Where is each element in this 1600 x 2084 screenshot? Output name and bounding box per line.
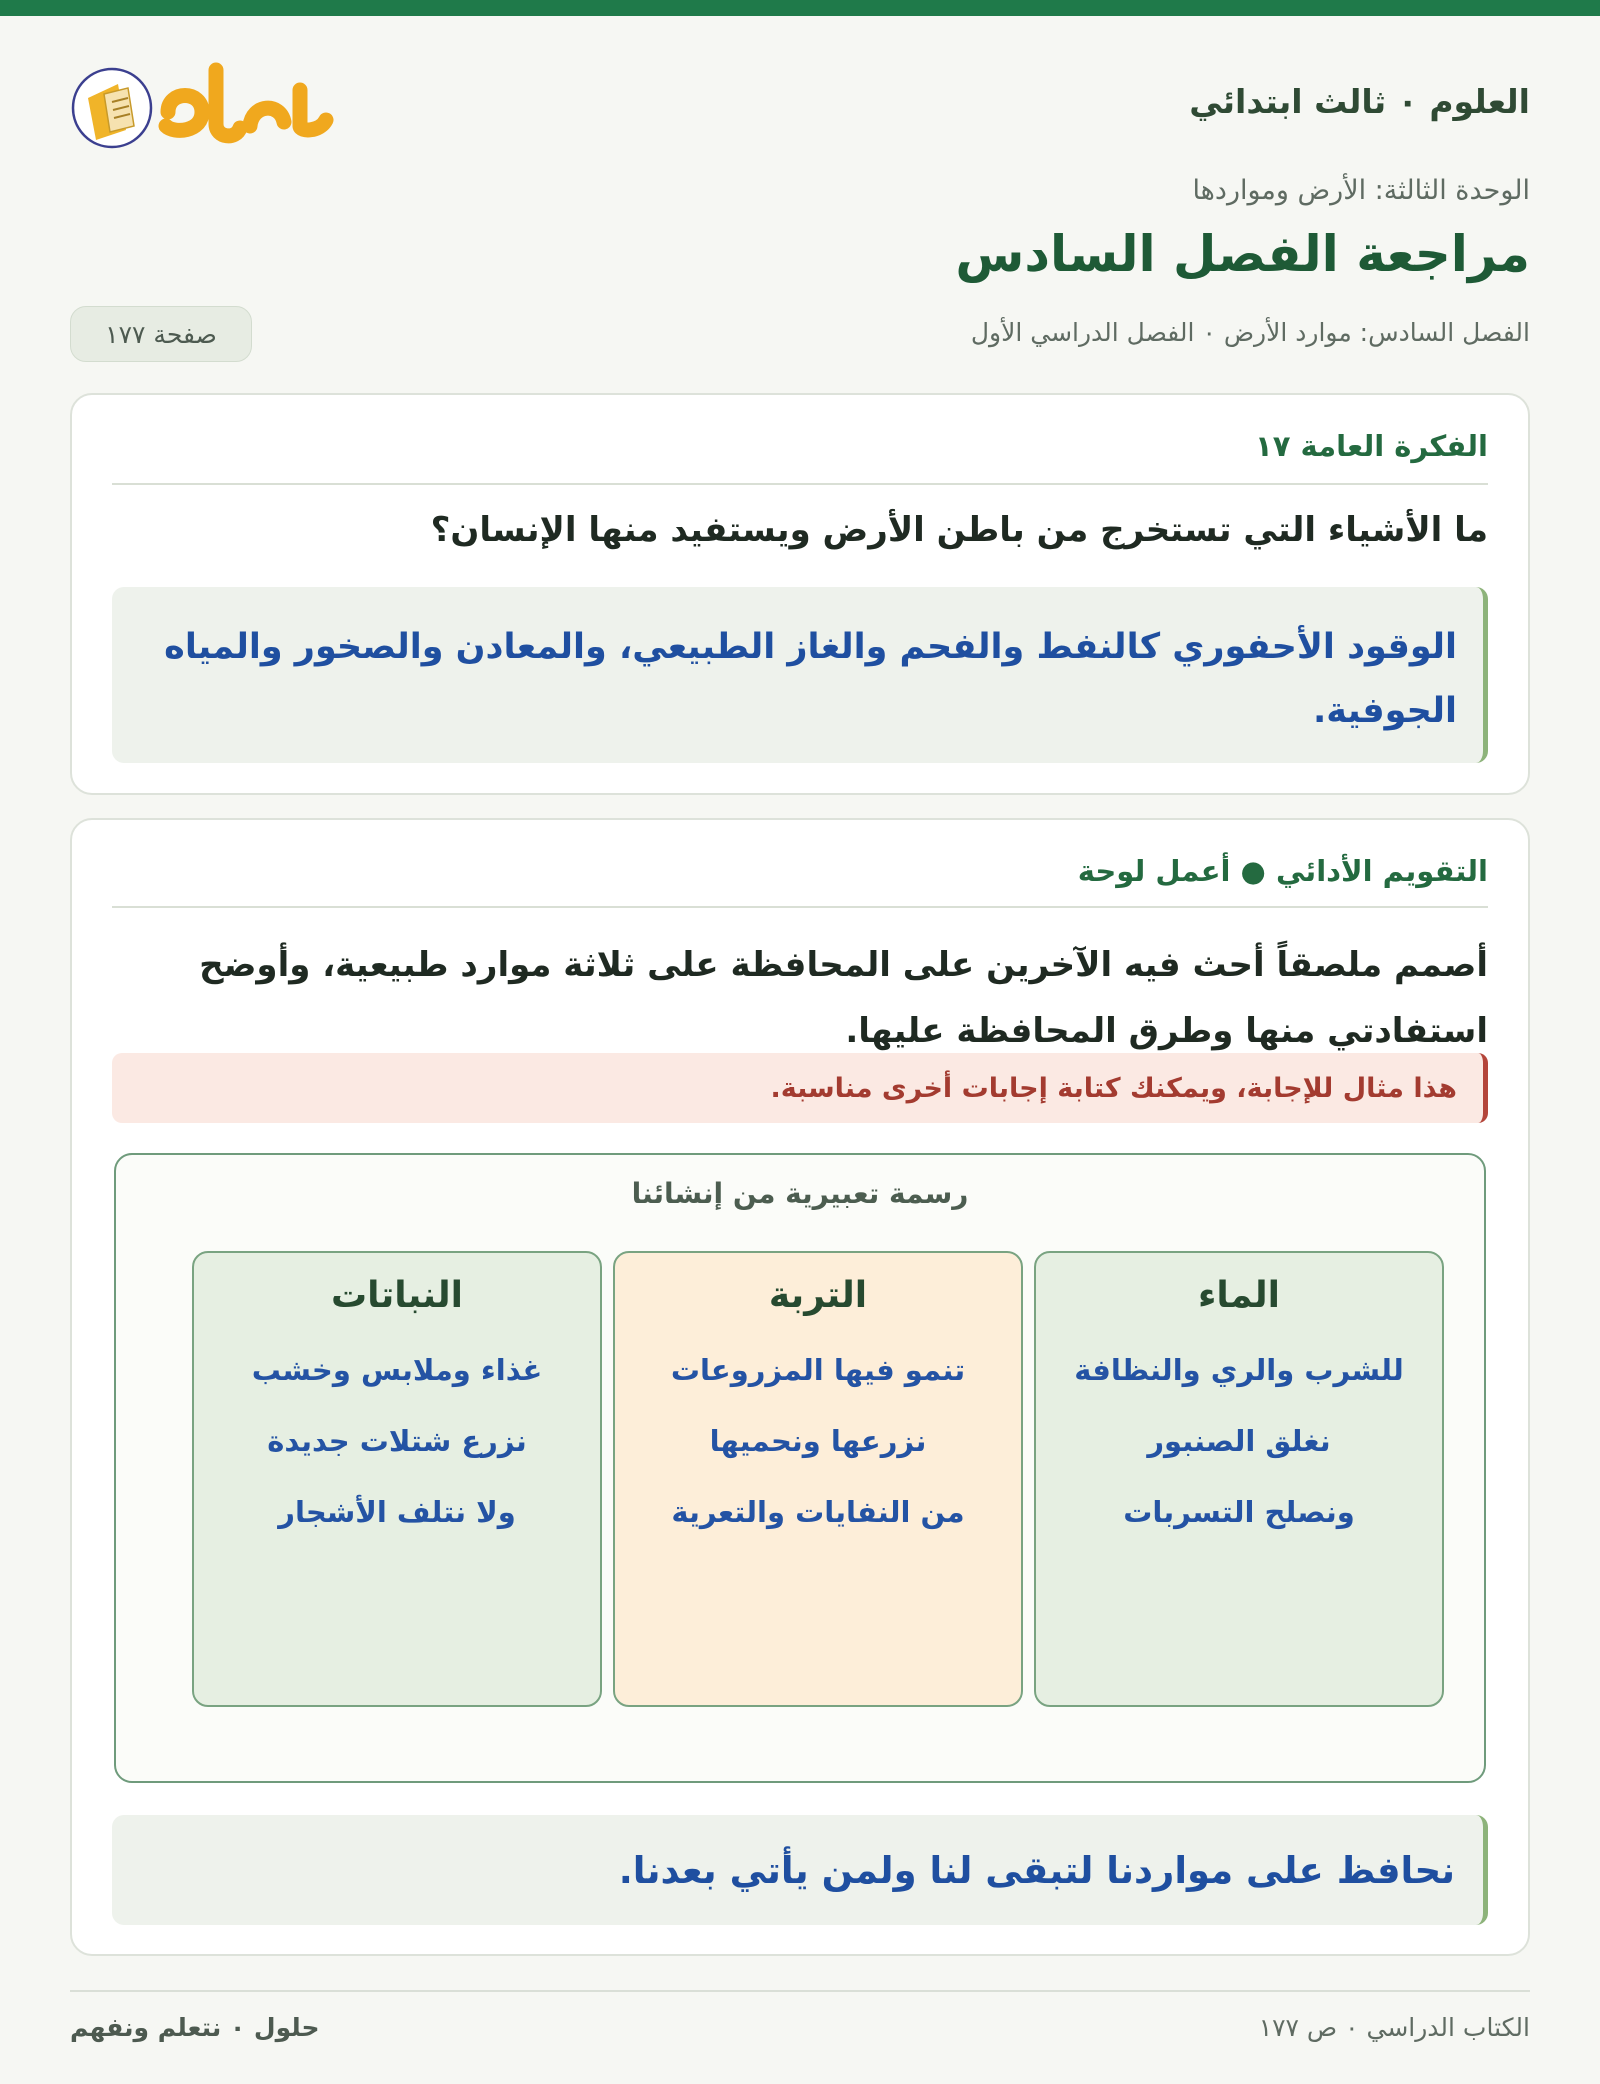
- column-line: غذاء وملابس وخشب: [251, 1353, 543, 1387]
- column-title: التربة: [768, 1275, 868, 1316]
- column-line: نغلق الصنبور: [1147, 1424, 1331, 1458]
- closing-message: نحافظ على مواردنا لتبقى لنا ولمن يأتي بعدنا.: [112, 1815, 1488, 1925]
- poster-caption: رسمة تعبيرية من إنشائنا: [631, 1177, 969, 1210]
- column-title: الماء: [1198, 1275, 1280, 1316]
- column-line: ولا نتلف الأشجار: [278, 1495, 516, 1529]
- performance-prompt: أصمم ملصقاً أحث فيه الآخرين على المحافظة على ثلاثة موارد طبيعية، وأوضح استفادتي منها وطرق المحافظة عليها.: [199, 945, 1488, 1051]
- subject-grade: العلوم ۰ ثالث ابتدائي: [1189, 82, 1530, 121]
- column-line: تنمو فيها المزروعات: [670, 1353, 966, 1387]
- column-line: من النفايات والتعرية: [671, 1495, 965, 1529]
- example-note: هذا مثال للإجابة، ويمكنك كتابة إجابات أخرى مناسبة.: [112, 1053, 1488, 1123]
- hulul-logo: [70, 60, 340, 160]
- big-idea-heading: الفكرة العامة ١٧: [1255, 429, 1488, 463]
- footer-book-page: الكتاب الدراسي ۰ ص ١٧٧: [1258, 2013, 1530, 2042]
- column-line: نزرعها ونحميها: [709, 1424, 927, 1458]
- big-idea-answer: الوقود الأحفوري كالنفط والفحم والغاز الطبيعي، والمعادن والصخور والمياه الجوفية.: [112, 587, 1488, 763]
- big-idea-question: ما الأشياء التي تستخرج من باطن الأرض ويستفيد منها الإنسان؟: [430, 510, 1488, 550]
- top-accent-bar: [0, 0, 1600, 16]
- column-line: نزرع شتلات جديدة: [267, 1424, 527, 1458]
- page-title: مراجعة الفصل السادس: [955, 225, 1530, 283]
- unit-title: الوحدة الثالثة: الأرض ومواردها: [1192, 175, 1530, 206]
- page-header: [70, 60, 1530, 160]
- section-divider: [112, 906, 1488, 908]
- column-line: للشرب والري والنظافة: [1074, 1353, 1404, 1387]
- big-idea-card: [70, 393, 1530, 795]
- resource-column-soil: [613, 1251, 1023, 1707]
- resource-column-plants: [192, 1251, 602, 1707]
- footer-divider: [70, 1990, 1530, 1992]
- column-line: ونصلح التسربات: [1123, 1495, 1355, 1529]
- poster-illustration: [114, 1153, 1486, 1783]
- chapter-meta: الفصل السادس: موارد الأرض ۰ الفصل الدراسي الأول: [970, 318, 1530, 347]
- page-number-badge: صفحة ١٧٧: [70, 306, 252, 362]
- performance-card: [70, 818, 1530, 1956]
- footer-brand: حلول ۰ نتعلم ونفهم: [70, 2013, 320, 2042]
- column-title: النباتات: [331, 1275, 463, 1316]
- section-divider: [112, 483, 1488, 485]
- resource-column-water: [1034, 1251, 1444, 1707]
- performance-heading: التقويم الأدائي ● أعمل لوحة: [1077, 854, 1488, 888]
